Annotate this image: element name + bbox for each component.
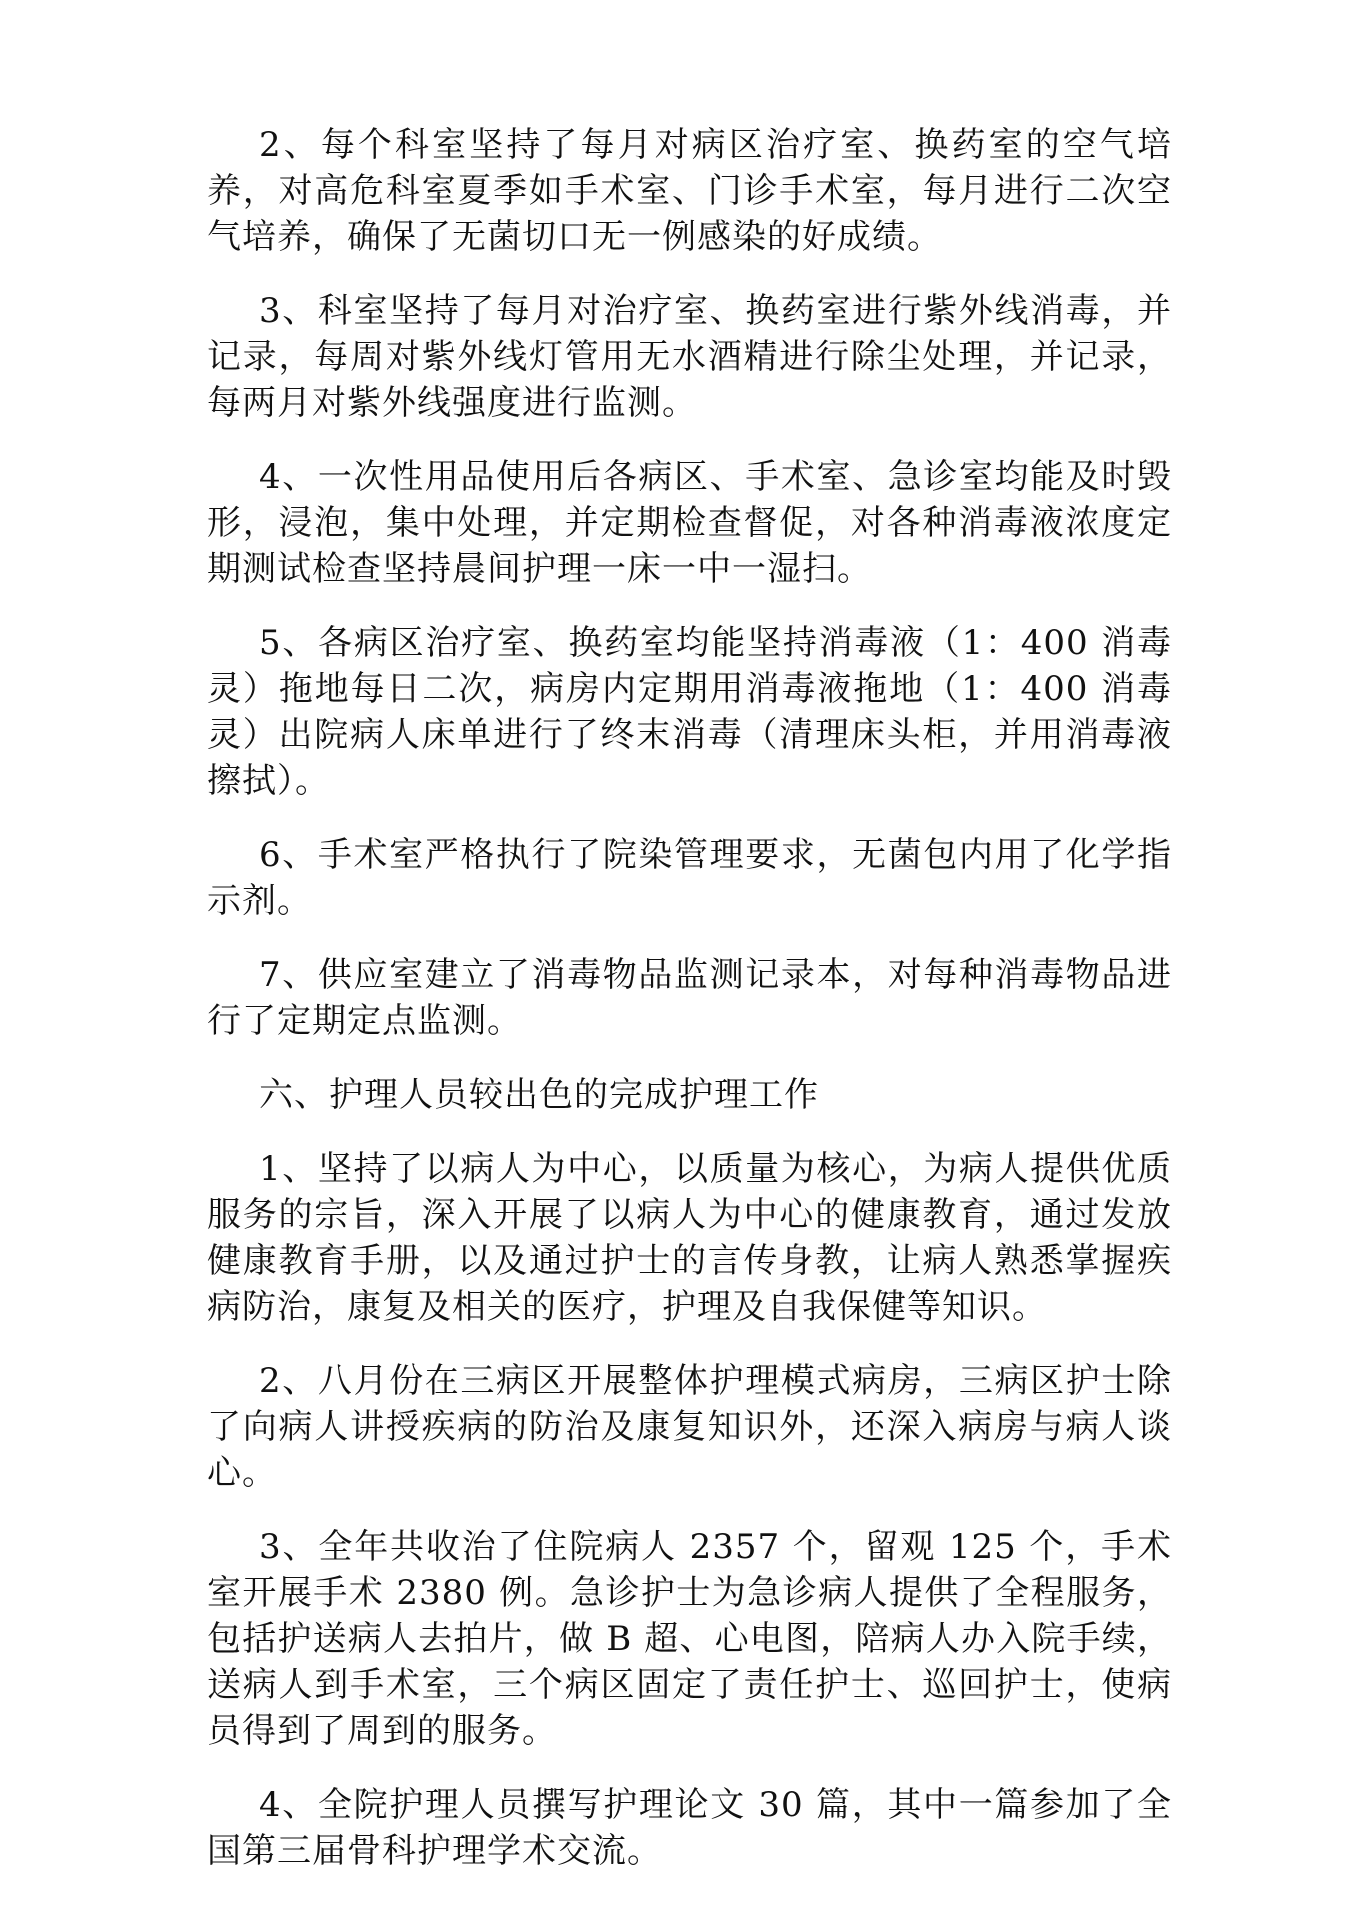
paragraph-item-4-disposable-items: 4、一次性用品使用后各病区、手术室、急诊室均能及时毁形，浸泡，集中处理，并定期检查督促，对各种消毒液浓度定期测试检查坚持晨间护理一床一中一湿扫。 xyxy=(207,457,1172,589)
paragraph-item-7-supply-room: 7、供应室建立了消毒物品监测记录本，对每种消毒物品进行了定期定点监测。 xyxy=(207,955,1172,1041)
section-heading-nursing-work: 六、护理人员较出色的完成护理工作 xyxy=(259,1075,819,1115)
paragraph-item-3-uv-disinfection: 3、科室坚持了每月对治疗室、换药室进行紫外线消毒，并记录，每周对紫外线灯管用无水酒精进行除尘处理，并记录，每两月对紫外线强度进行监测。 xyxy=(207,291,1172,423)
paragraph-item-2-holistic-nursing: 2、八月份在三病区开展整体护理模式病房，三病区护士除了向病人讲授疾病的防治及康复知识外，还深入病房与病人谈心。 xyxy=(207,1361,1172,1493)
document-body xyxy=(207,122,1172,1902)
paragraph-item-3-annual-statistics: 3、全年共收治了住院病人 2357 个，留观 125 个，手术室开展手术 2380 例。急诊护士为急诊病人提供了全程服务，包括护送病人去拍片，做 B 超、心电图，陪病人办入院手续，送病人到手术室，三个病区固定了责任护士、巡回护士，使病员得到了周到的服务。 xyxy=(207,1527,1172,1751)
paragraph-item-2-air-culture: 2、每个科室坚持了每月对病区治疗室、换药室的空气培养，对高危科室夏季如手术室、门诊手术室，每月进行二次空气培养，确保了无菌切口无一例感染的好成绩。 xyxy=(207,125,1172,257)
paragraph-item-5-floor-disinfection: 5、各病区治疗室、换药室均能坚持消毒液（1：400 消毒灵）拖地每日二次，病房内定期用消毒液拖地（1：400 消毒灵）出院病人床单进行了终末消毒（清理床头柜，并用消毒液擦拭）。 xyxy=(207,623,1172,801)
paragraph-item-1-patient-centered: 1、坚持了以病人为中心，以质量为核心，为病人提供优质服务的宗旨，深入开展了以病人为中心的健康教育，通过发放健康教育手册，以及通过护士的言传身教，让病人熟悉掌握疾病防治，康复及相关的医疗，护理及自我保健等知识。 xyxy=(207,1149,1172,1327)
paragraph-item-4-nursing-papers: 4、全院护理人员撰写护理论文 30 篇，其中一篇参加了全国第三届骨科护理学术交流。 xyxy=(207,1785,1172,1871)
paragraph-item-6-operating-room: 6、手术室严格执行了院染管理要求，无菌包内用了化学指示剂。 xyxy=(207,835,1172,921)
